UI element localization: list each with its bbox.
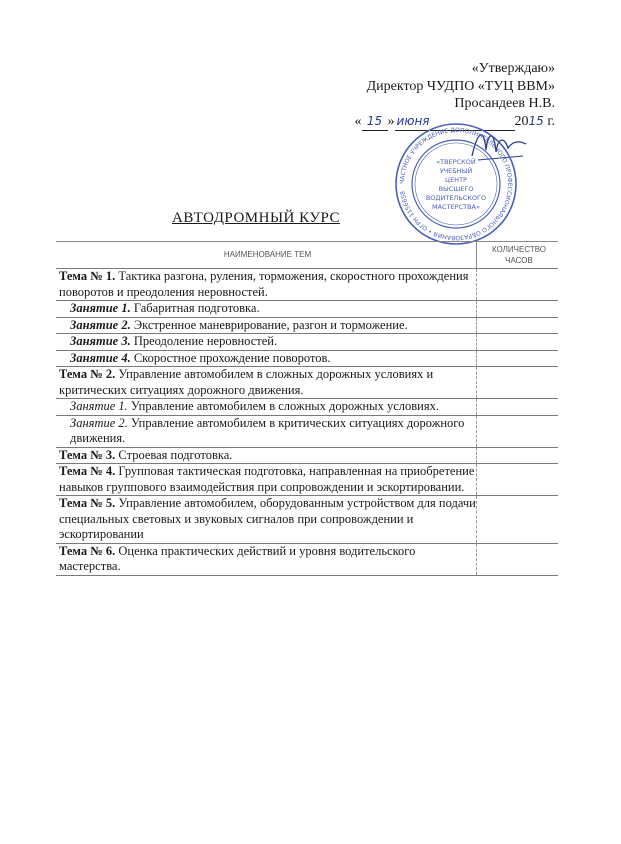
table-row bbox=[56, 367, 558, 399]
table-row bbox=[56, 543, 558, 575]
table-row bbox=[56, 334, 558, 351]
page-title: АВТОДРОМНЫЙ КУРС bbox=[172, 210, 340, 226]
topic-cell bbox=[56, 543, 477, 575]
lesson-cell bbox=[56, 301, 477, 318]
topic-cell bbox=[56, 269, 477, 301]
table-row bbox=[56, 496, 558, 544]
lesson-text: Управление автомобилем в критических ситуациях дорожного движения. bbox=[70, 415, 465, 445]
topic-label: Тема № 6. bbox=[59, 543, 116, 558]
topic-text: Групповая тактическая подготовка, направленная на приобретение навыков группового взаимодействия при сопровождении и эскортировании. bbox=[59, 464, 475, 494]
lesson-label: Занятие 1. bbox=[70, 301, 131, 315]
topic-text: Оценка практических действий и уровня водительского мастерства. bbox=[59, 543, 416, 573]
header-hours-line1: КОЛИЧЕСТВО bbox=[491, 245, 547, 254]
lesson-label: Занятие 3. bbox=[70, 334, 131, 348]
hours-cell bbox=[477, 543, 559, 575]
topic-text: Управление автомобилем, оборудованным устройством для подачи специальных световых и звуковых сигналов при сопровождении и эскортировании bbox=[59, 496, 476, 541]
table-body bbox=[56, 269, 558, 576]
approval-approve: «Утверждаю» bbox=[471, 61, 555, 76]
official-stamp bbox=[392, 120, 520, 248]
topic-cell bbox=[56, 367, 477, 399]
date-open: « bbox=[354, 113, 362, 129]
header-hours-line2: ЧАСОВ bbox=[505, 256, 533, 265]
hours-cell bbox=[477, 367, 559, 399]
stamp-line-3: ЦЕНТР bbox=[445, 176, 467, 184]
lesson-text: Скоростное прохождение поворотов. bbox=[130, 350, 331, 365]
stamp-line-1: «ТВЕРСКОЙ bbox=[436, 158, 476, 166]
topic-label: Тема № 2. bbox=[59, 367, 116, 381]
stamp-line-6: МАСТЕРСТВА» bbox=[432, 203, 480, 211]
header-topic-names: НАИМЕНОВАНИЕ ТЕМ bbox=[56, 242, 477, 269]
table-row bbox=[56, 415, 558, 447]
hours-cell bbox=[477, 350, 559, 367]
hours-cell bbox=[477, 317, 559, 334]
table-row bbox=[56, 464, 558, 496]
lesson-text: Управление автомобилем в сложных дорожных условиях. bbox=[127, 399, 439, 413]
hours-cell bbox=[477, 496, 559, 544]
lesson-label: Занятие 4. bbox=[70, 350, 131, 365]
table-row bbox=[56, 269, 558, 301]
topic-cell bbox=[56, 464, 477, 496]
stamp-line-5: ВОДИТЕЛЬСКОГО bbox=[425, 194, 487, 202]
date-year-prefix: 20 bbox=[514, 113, 529, 129]
hours-cell bbox=[477, 464, 559, 496]
approval-name: Просандеев Н.В. bbox=[454, 96, 555, 111]
lesson-cell bbox=[56, 334, 477, 351]
stamp-line-4: ВЫСШЕГО bbox=[438, 185, 474, 193]
topic-label: Тема № 3. bbox=[59, 447, 116, 462]
table-row bbox=[56, 399, 558, 416]
date-year-tail: г. bbox=[543, 113, 555, 129]
lesson-cell bbox=[56, 317, 477, 334]
topic-text: Управление автомобилем в сложных дорожных условиях и критических ситуациях дорожного движения. bbox=[59, 367, 434, 397]
hours-cell bbox=[477, 399, 559, 416]
topic-text: Строевая подготовка. bbox=[115, 447, 233, 462]
lesson-cell bbox=[56, 350, 477, 367]
hours-cell bbox=[477, 415, 559, 447]
date-mid: » bbox=[387, 113, 395, 129]
course-table bbox=[56, 241, 558, 576]
lesson-label: Занятие 2. bbox=[70, 317, 131, 332]
table-row bbox=[56, 350, 558, 367]
approval-position: Директор ЧУДПО «ТУЦ ВВМ» bbox=[366, 78, 555, 94]
table-row bbox=[56, 447, 558, 464]
hours-cell bbox=[477, 334, 559, 351]
lesson-cell bbox=[56, 415, 477, 447]
topic-text: Тактика разгона, руления, торможения, скоростного прохождения поворотов и преодоления неровностей. bbox=[59, 269, 469, 299]
stamp-line-2: УЧЕБНЫЙ bbox=[439, 167, 473, 175]
lesson-text: Преодоление неровностей. bbox=[130, 334, 278, 348]
topic-cell bbox=[56, 496, 477, 544]
topic-label: Тема № 1. bbox=[59, 269, 116, 283]
lesson-cell bbox=[56, 399, 477, 416]
table-row bbox=[56, 317, 558, 334]
table-row bbox=[56, 301, 558, 318]
date-year-suffix: 15 bbox=[528, 113, 544, 128]
topic-label: Тема № 4. bbox=[59, 464, 116, 478]
lesson-label: Занятие 2. bbox=[70, 415, 128, 430]
lesson-text: Габаритная подготовка. bbox=[130, 301, 260, 315]
table-header-row bbox=[56, 242, 558, 269]
lesson-label: Занятие 1. bbox=[70, 399, 128, 413]
topic-label: Тема № 5. bbox=[59, 496, 116, 510]
lesson-text: Экстренное маневрирование, разгон и торможение. bbox=[130, 317, 408, 332]
hours-cell bbox=[477, 447, 559, 464]
topic-cell bbox=[56, 447, 477, 464]
hours-cell bbox=[477, 269, 559, 301]
header-hours bbox=[477, 242, 559, 269]
date-day: 15 bbox=[362, 113, 388, 132]
stamp-outer-text: ЧАСТНОЕ УЧРЕЖДЕНИЕ ДОПОЛНИТЕЛЬНОГО ПРОФЕССИОНАЛЬНОГО ОБРАЗОВАНИЯ • ОГРН 1156658 bbox=[398, 126, 514, 242]
date-month: июня bbox=[395, 113, 515, 132]
hours-cell bbox=[477, 301, 559, 318]
